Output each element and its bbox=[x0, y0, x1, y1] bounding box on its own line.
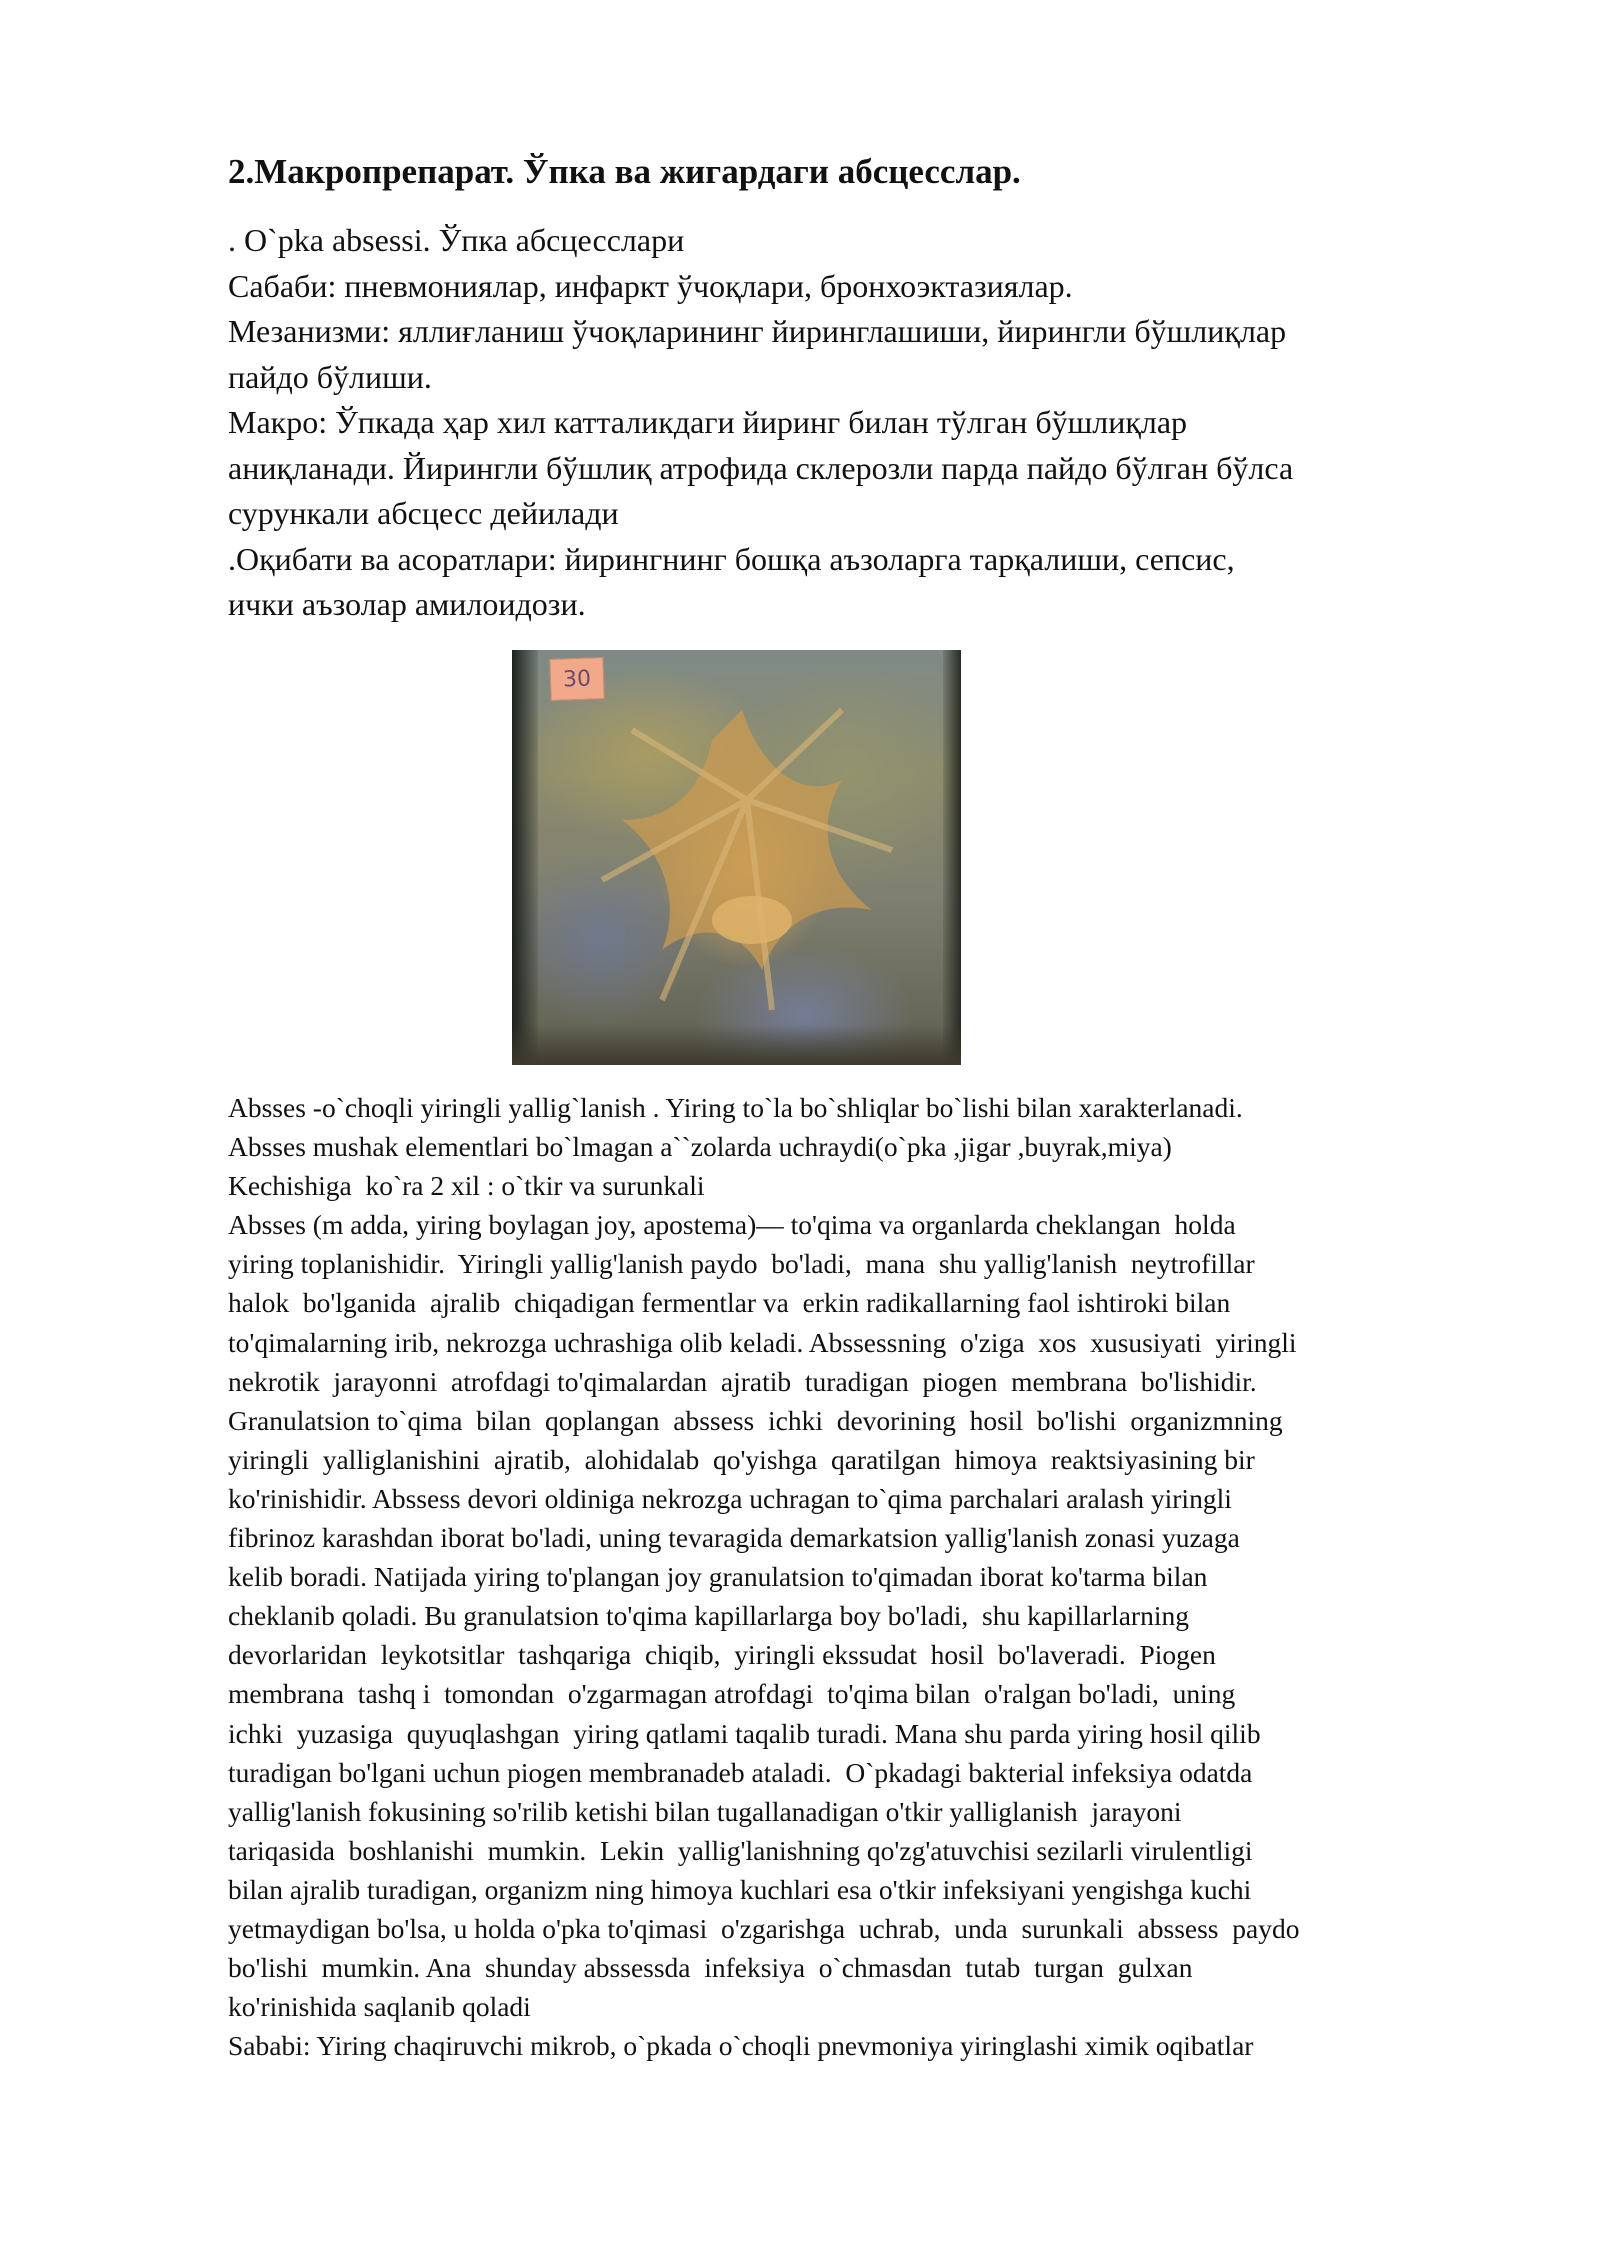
body-line: bilan ajralib turadigan, organizm ning himoya kuchlari esa o'tkir infeksiyani yengishga kuchi bbox=[228, 1873, 1252, 1905]
body-line: yiringli yalliglanishini ajratib, alohidalab qo'yishga qaratilgan himoya reaktsiyasining bir bbox=[228, 1443, 1255, 1475]
intro-line: .Оқибати ва асоратлари: йирингнинг бошқа аъзоларга тарқалиши, сепсис, bbox=[228, 540, 1235, 577]
body-line: ko'rinishida saqlanib qoladi bbox=[228, 1991, 531, 2023]
body-line: Granulatsion to`qima bilan qoplangan abssess ichki devorining hosil bo'lishi organizmning bbox=[228, 1404, 1283, 1436]
specimen-tissue-illustration bbox=[512, 650, 961, 1065]
body-line: kelib boradi. Natijada yiring to'plangan joy granulatsion to'qimadan iborat ko'tarma bilan bbox=[228, 1561, 1208, 1593]
body-line: yiring toplanishidir. Yiringli yallig'lanish paydo bo'ladi, mana shu yallig'lanish neytrofillar bbox=[228, 1248, 1255, 1280]
body-line: bo'lishi mumkin. Ana shunday abssessda infeksiya o`chmasdan tutab turgan gulxan bbox=[228, 1952, 1193, 1984]
body-line: ko'rinishidir. Abssess devori oldiniga nekrozga uchragan to`qima parchalari aralash yiringli bbox=[228, 1482, 1232, 1514]
specimen-photo bbox=[512, 650, 961, 1065]
intro-line: пайдо бўлиши. bbox=[228, 358, 432, 395]
body-line: fibrinoz karashdan iborat bo'ladi, uning tevaragida demarkatsion yallig'lanish zonasi yuzaga bbox=[228, 1522, 1240, 1554]
body-line: turadigan bo'lgani uchun piogen membranadeb ataladi. O`pkadagi bakterial infeksiya odatda bbox=[228, 1756, 1253, 1788]
body-line: halok bo'lganida ajralib chiqadigan fermentlar va erkin radikallarning faol ishtiroki bilan bbox=[228, 1287, 1231, 1319]
body-line: yetmaydigan bo'lsa, u holda o'pka to'qimasi o'zgarishga uchrab, unda surunkali abssess paydo bbox=[228, 1912, 1300, 1944]
body-line: Sababi: Yiring chaqiruvchi mikrob, o`pkada o`choqli pnevmoniya yiringlashi ximik oqibatlar bbox=[228, 2030, 1254, 2062]
intro-line: аниқланади. Йирингли бўшлиқ атрофида склерозли парда пайдо бўлган бўлса bbox=[228, 449, 1294, 486]
intro-line: ички аъзолар амилоидози. bbox=[228, 586, 586, 622]
body-line: Absses -o`choqli yiringli yallig`lanish . Yiring to`la bo`shliqlar bo`lishi bilan xarakterlanadi. bbox=[228, 1092, 1243, 1123]
body-line: Absses mushak elementlari bo`lmagan a``zolarda uchraydi(o`pka ,jigar ,buyrak,miya) bbox=[228, 1131, 1172, 1163]
body-line: membrana tashq i tomondan o'zgarmagan atrofdagi to'qima bilan o'ralgan bo'ladi, uning bbox=[228, 1678, 1236, 1710]
body-line: cheklanib qoladi. Bu granulatsion to'qima kapillarlarga boy bo'ladi, shu kapillarlarning bbox=[228, 1600, 1189, 1632]
intro-line: сурункали абсцесс дейилади bbox=[228, 495, 619, 531]
body-line: ichki yuzasiga quyuqlashgan yiring qatlami taqalib turadi. Mana shu parda yiring hosil qilib bbox=[228, 1717, 1261, 1749]
body-text bbox=[228, 1088, 1528, 2065]
page-heading: 2.Макропрепарат. Ўпка ва жигардаги абсцесслар. bbox=[228, 152, 1021, 191]
intro-line: Мезанизми: яллиғланиш ўчоқларининг йиринглашиши, йирингли бўшлиқлар bbox=[228, 313, 1287, 349]
body-line: to'qimalarning irib, nekrozga uchrashiga olib keladi. Abssessning o'ziga xos xususiyati yiringli bbox=[228, 1326, 1297, 1358]
body-line: Absses (m adda, yiring boylagan joy, apostema)— to'qima va organlarda cheklangan holda bbox=[228, 1209, 1236, 1241]
body-line: yallig'lanish fokusining so'rilib ketishi bilan tugallanadigan o'tkir yalliglanish jarayoni bbox=[228, 1795, 1182, 1827]
intro-section bbox=[228, 218, 1498, 628]
specimen-number-tag: 30 bbox=[549, 657, 604, 701]
jar-edge-bottom bbox=[512, 1025, 961, 1065]
jar-edge-right bbox=[943, 650, 961, 1065]
body-line: tariqasida boshlanishi mumkin. Lekin yallig'lanishning qo'zg'atuvchisi sezilarli virulentligi bbox=[228, 1834, 1253, 1866]
body-line: Kechishiga ko`ra 2 xil : o`tkir va surunkali bbox=[228, 1170, 705, 1202]
intro-line: . O`pka absessi. Ўпка абсцесслари bbox=[228, 222, 685, 258]
intro-line: Сабаби: пневмониялар, инфаркт ўчоқлари, бронхоэктазиялар. bbox=[228, 267, 1073, 304]
body-line: devorlaridan leykotsitlar tashqariga chiqib, yiringli ekssudat hosil bo'laveradi. Piogen bbox=[228, 1639, 1216, 1671]
jar-edge-left bbox=[512, 650, 538, 1065]
body-line: nekrotik jarayonni atrofdagi to'qimalardan ajratib turadigan piogen membrana bo'lishidir. bbox=[228, 1365, 1257, 1397]
intro-line: Макро: Ўпкада ҳар хил катталикдаги йиринг билан тўлган бўшлиқлар bbox=[228, 404, 1188, 440]
